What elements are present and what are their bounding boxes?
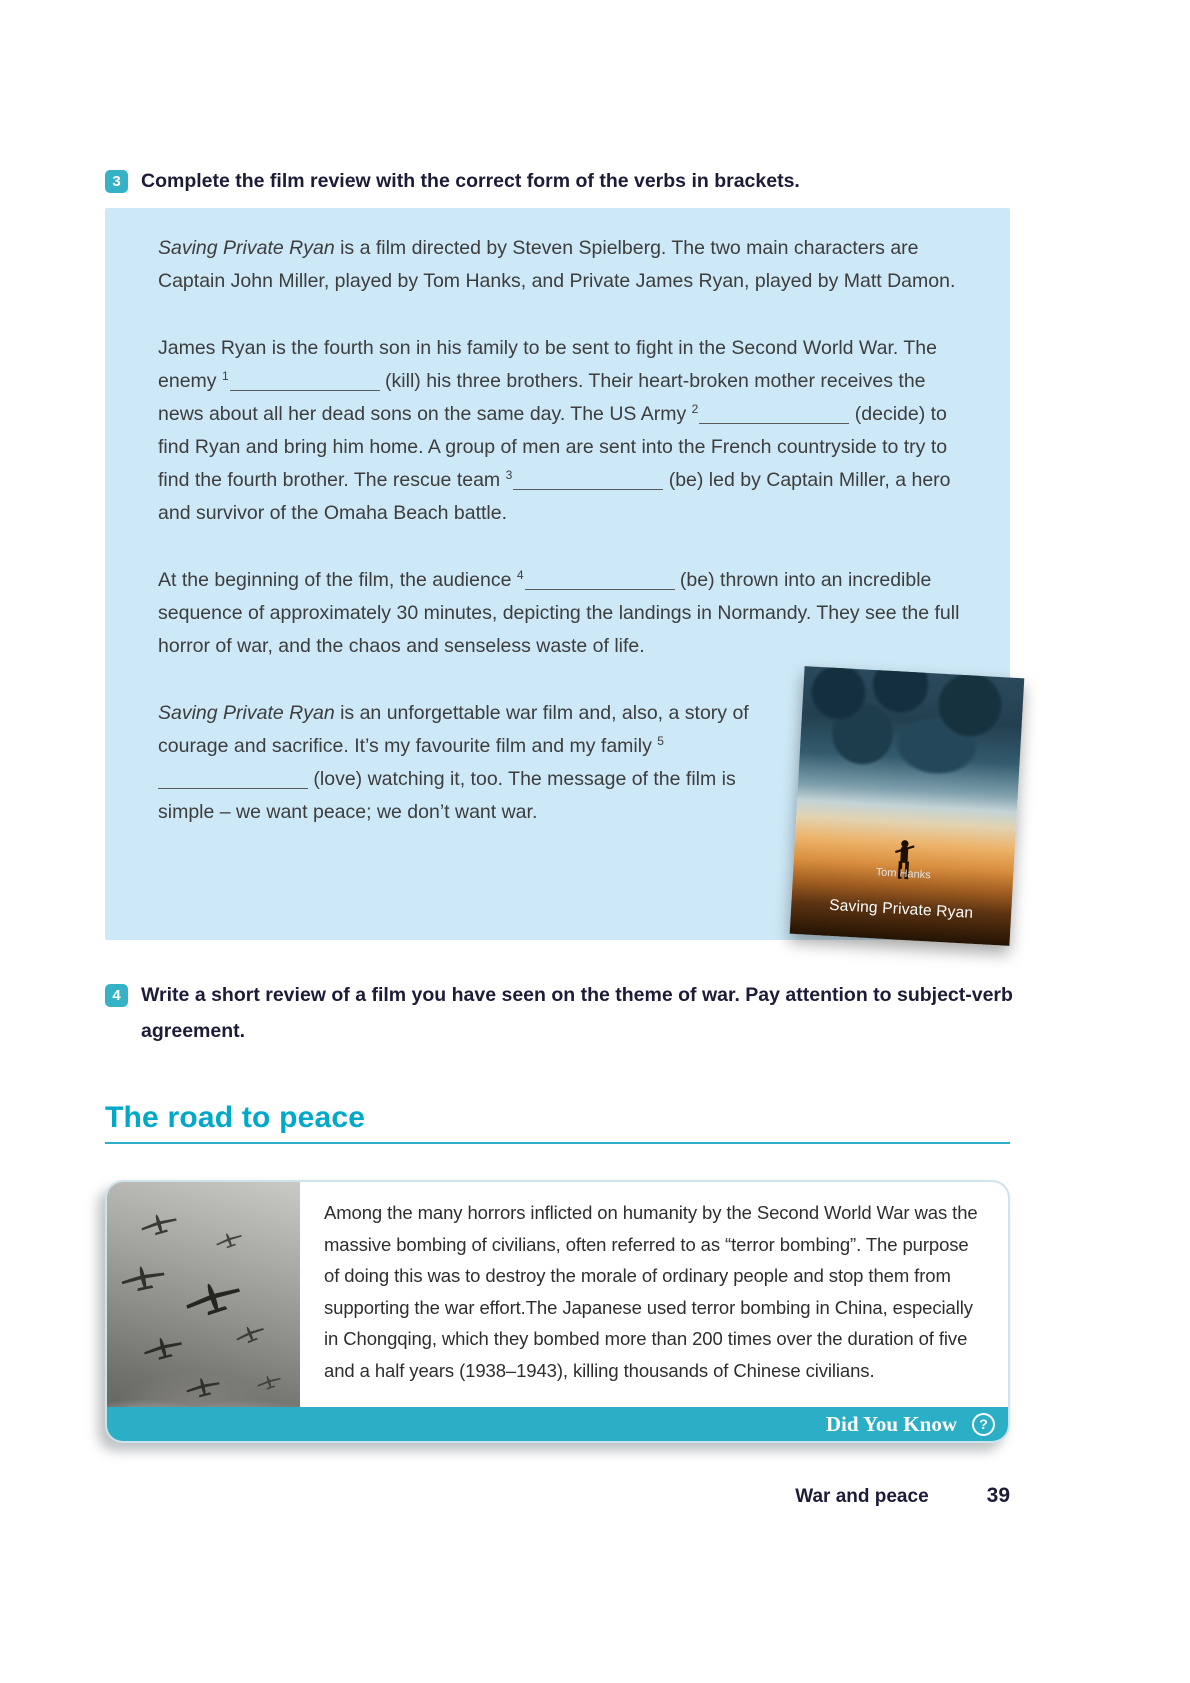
film-review-box (105, 208, 1010, 940)
exercise-3-instruction: Complete the film review with the correct form of the verbs in brackets. (141, 170, 800, 192)
review-text: is a film directed by Steven Spielberg. The two main characters are Captain John Miller, played by Tom Hanks, and Private James Ryan, played by Matt Damon. (158, 237, 956, 292)
blank-number-5: 5 (657, 734, 664, 748)
did-you-know-text: Among the many horrors inflicted on humanity by the Second World War was the massive bombing of civilians, often referred to as “terror bombing”. The purpose of doing this was to destroy the morale of ordinary people and stop them from supporting the war effort.The Japanese used terror bombing in China, especially in Chongqing, which they bombed more than 200 times over the duration of five and a half years (1938–1943), killing thousands of Chinese civilians. (324, 1202, 978, 1381)
exercise-4 (105, 983, 1035, 1049)
review-text: At the beginning of the film, the audience (158, 569, 517, 591)
blank-number-3: 3 (505, 468, 513, 482)
footer-page-number: 39 (986, 1484, 1010, 1507)
exercise-4-instruction: Write a short review of a film you have seen on the theme of war. Pay attention to subject-verb agreement. (141, 984, 1013, 1042)
review-text: (be) thrown into an incredible sequence of approximately 30 minutes, depicting the landings in Normandy. They see the full horror of war, and the chaos and senseless waste of life. (158, 569, 960, 657)
review-text: James Ryan is the fourth son in his family to be sent to fight in the Second World War. The enemy (158, 337, 937, 392)
poster-actor-name: Tom Hanks (875, 866, 932, 882)
blank-number-1: 1 (221, 369, 229, 383)
film-title-italic: Saving Private Ryan (158, 237, 335, 259)
answer-blank-1 (230, 386, 380, 391)
bomber-planes-illustration (107, 1182, 300, 1411)
exercise-3 (105, 169, 1065, 199)
review-text: (love) watching it, too. The message of the film is simple – we want peace; we don’t want war. (158, 768, 736, 823)
review-paragraph-3 (158, 564, 965, 663)
blank-number-2: 2 (691, 402, 699, 416)
review-text: (be) led by Captain Miller, a hero and survivor of the Omaha Beach battle. (158, 469, 951, 524)
section-underline (105, 1142, 1010, 1144)
page-footer (105, 1484, 1010, 1508)
answer-blank-3 (513, 485, 663, 490)
did-you-know-bar (107, 1407, 1008, 1441)
review-text: (kill) his three brothers. Their heart-broken mother receives the news about all her dead sons on the same day. The US Army (158, 370, 926, 425)
film-title-italic: Saving Private Ryan (158, 702, 335, 724)
question-mark-icon (972, 1413, 995, 1436)
film-poster (797, 672, 1027, 942)
exercise-4-number-badge: 4 (105, 984, 128, 1007)
did-you-know-box (105, 1180, 1010, 1443)
poster-text (790, 852, 1013, 932)
footer-section-title: War and peace (795, 1486, 929, 1507)
bombers-photo (107, 1182, 300, 1441)
section-heading: The road to peace (105, 1101, 366, 1134)
question-mark-glyph: ? (979, 1416, 988, 1432)
exercise-3-number-badge: 3 (105, 170, 128, 193)
poster-artwork (790, 666, 1025, 946)
review-paragraph-2 (158, 332, 965, 530)
did-you-know-label: Did You Know (825, 1411, 957, 1436)
answer-blank-5 (158, 784, 308, 789)
answer-blank-2 (699, 419, 849, 424)
answer-blank-4 (525, 585, 675, 590)
poster-film-title: Saving Private Ryan (828, 896, 974, 922)
review-text: is an unforgettable war film and, also, a story of courage and sacrifice. It’s my favourite film and my family (158, 702, 749, 757)
review-paragraph-1 (158, 232, 965, 298)
blank-number-4: 4 (516, 568, 524, 582)
review-text: (decide) to find Ryan and bring him home. A group of men are sent into the French countryside to try to find the fourth brother. The rescue team (158, 403, 948, 491)
